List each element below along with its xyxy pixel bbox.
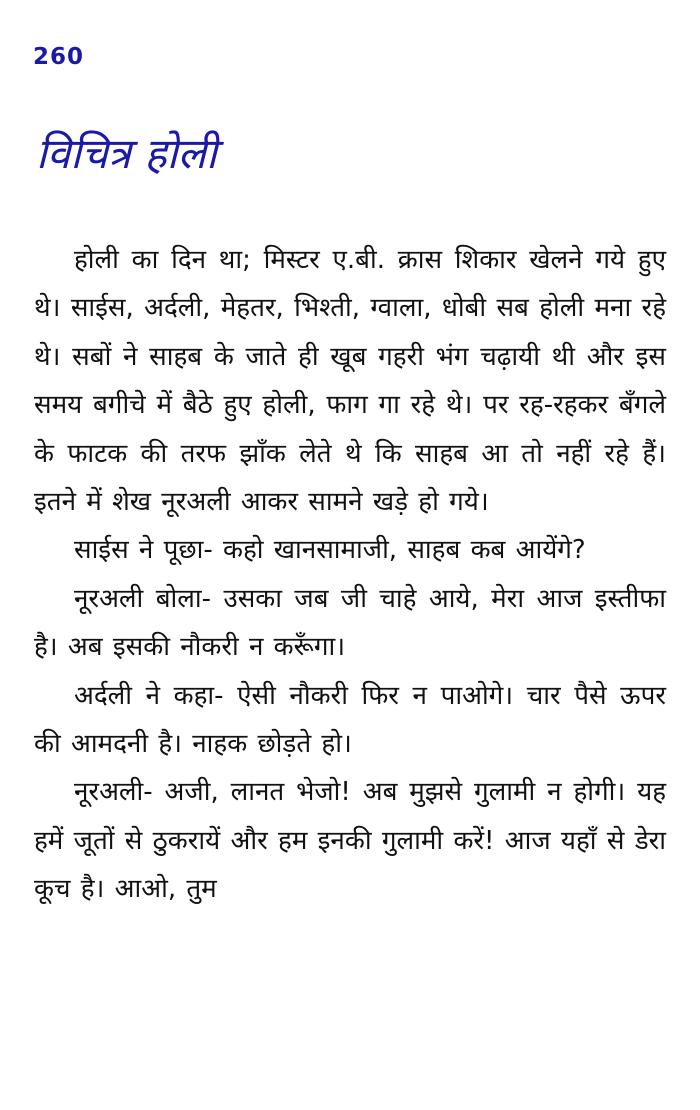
- paragraph: साईस ने पूछा- कहो खानसामाजी, साहब कब आयेंगे?: [74, 535, 586, 566]
- paragraph: नूरअली- अजी, लानत भेजो! अब मुझसे गुलामी न होगी। यह हमें जूतों से ठुकरायें और हम इनकी गुलामी करें! आज यहाँ से डेरा कूच है। आओ, तुम: [34, 777, 666, 905]
- chapter-title: विचित्र होली: [36, 129, 217, 178]
- body-text: [34, 236, 666, 914]
- page-number: 260: [33, 44, 85, 70]
- paragraph: नूरअली बोला- उसका जब जी चाहे आये, मेरा आज इस्तीफा है। अब इसकी नौकरी न करूँगा।: [34, 583, 666, 663]
- paragraph: अर्दली ने कहा- ऐसी नौकरी फिर न पाओगे। चार पैसे ऊपर की आमदनी है। नाहक छोड़ते हो।: [34, 680, 666, 760]
- paragraph: होली का दिन था; मिस्टर ए.बी. क्रास शिकार खेलने गये हुए थे। साईस, अर्दली, मेहतर, भिश्ती, ग्वाला, धोबी सब होली मना रहे थे। सबों ने साहब के जाते ही खूब गहरी भंग चढ़ायी थी और इस समय बगीचे में बैठे हुए होली, फाग गा रहे थे। पर रह-रहकर बँगले के फाटक की तरफ झाँक लेते थे कि साहब आ तो नहीं रहे हैं। इतने में शेख नूरअली आकर सामने खड़े हो गये।: [34, 245, 666, 518]
